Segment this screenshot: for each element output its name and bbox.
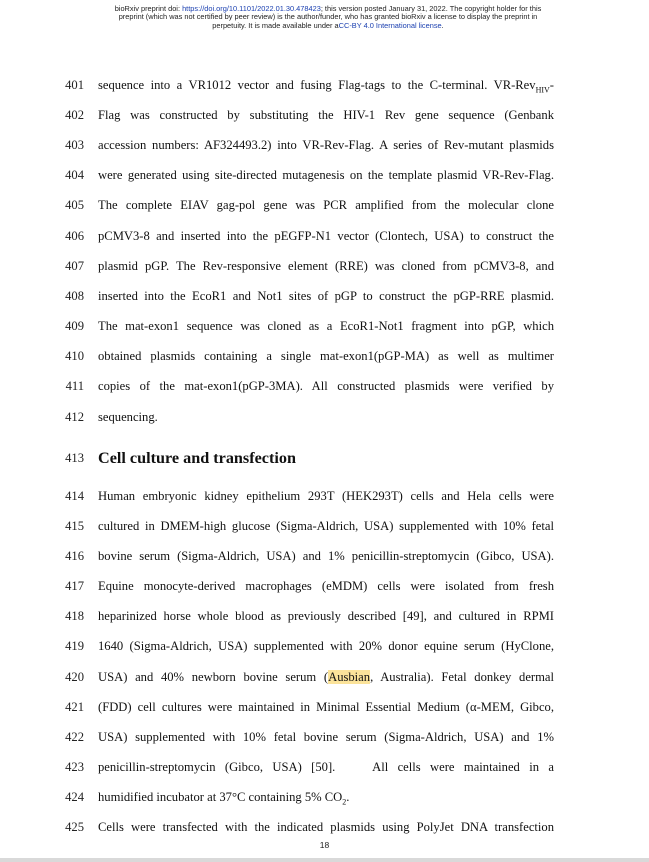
header-line-3: perpetuity. It is made available under aCC-BY 4.0 International license. [212,20,444,30]
text-line [0,667,649,687]
line-text: The complete EIAV gag-pol gene was PCR amplified from the molecular clone [98,198,554,212]
text-line [0,407,649,427]
line-number: 402 [65,108,84,122]
line-number: 421 [65,700,84,714]
line-number: 408 [65,289,84,303]
section-heading-line [0,448,649,468]
line-text: plasmid pGP. The Rev-responsive element (RRE) was cloned from pCMV3-8, and [98,259,554,273]
text-line [0,226,649,246]
line-text: The mat-exon1 sequence was cloned as a EcoR1-Not1 fragment into pGP, which [98,319,554,333]
page-bottom-edge [0,858,649,862]
line-text: Equine monocyte-derived macrophages (eMDM) cells were isolated from fresh [98,579,554,593]
text-line [0,576,649,596]
text-line [0,286,649,306]
line-text: accession numbers: AF324493.2) into VR-Rev-Flag. A series of Rev-mutant plasmids [98,138,554,152]
line-text: 1640 (Sigma-Aldrich, USA) supplemented with 20% donor equine serum (HyClone, [98,639,554,653]
line-number: 423 [65,760,84,774]
text-line [0,195,649,215]
line-number: 412 [65,410,84,424]
preprint-header [58,5,598,30]
text-line [0,165,649,185]
line-number: 418 [65,609,84,623]
text-line [0,316,649,336]
line-number: 409 [65,319,84,333]
line-number: 419 [65,639,84,653]
line-number: 424 [65,790,84,804]
line-text: Human embryonic kidney epithelium 293T (HEK293T) cells and Hela cells were [98,489,554,503]
header-line-2: preprint (which was not certified by peer review) is the author/funder, who has granted bioRxiv a license to display the preprint in [118,12,538,22]
line-number: 416 [65,549,84,563]
text-line [0,606,649,626]
line-text: humidified incubator at 37°C containing 5% $CO_2$. [98,790,350,807]
text-line [0,376,649,396]
line-text: pCMV3-8 and inserted into the pEGFP-N1 vector (Clontech, USA) to construct the [98,229,554,243]
header-line-1: bioRxiv preprint doi: https://doi.org/10.1101/2022.01.30.478423; this version posted January 31, 2022. The copyright holder for this [114,4,542,13]
highlighted-text: Ausbian [328,670,371,684]
line-number: 420 [65,670,84,684]
line-text: copies of the mat-exon1(pGP-3MA). All constructed plasmids were verified by [98,379,554,393]
line-text: inserted into the EcoR1 and Not1 sites of pGP to construct the pGP-RRE plasmid. [98,289,554,303]
text-line [0,636,649,656]
text-line [0,727,649,747]
line-number: 417 [65,579,84,593]
line-number: 401 [65,78,84,92]
line-text: cultured in DMEM-high glucose (Sigma-Aldrich, USA) supplemented with 10% fetal [98,519,554,533]
text-line [0,105,649,125]
line-text: (FDD) cell cultures were maintained in Minimal Essential Medium (α-MEM, Gibco, [98,700,554,714]
line-text: obtained plasmids containing a single mat-exon1(pGP-MA) as well as multimer [98,349,554,363]
text-line [0,817,649,837]
line-number: 411 [65,379,84,393]
line-text: heparinized horse whole blood as previously described [49], and cultured in RPMI [98,609,554,623]
text-line [0,486,649,506]
line-text: bovine serum (Sigma-Aldrich, USA) and 1% penicillin-streptomycin (Gibco, USA). [98,549,554,563]
text-line [0,787,649,807]
line-number: 415 [65,519,84,533]
page-number: 18 [319,840,330,850]
text-line [0,757,649,777]
text-line [0,75,649,95]
line-text: sequencing. [98,410,158,424]
line-number: 406 [65,229,84,243]
line-number: 404 [65,168,84,182]
text-line [0,697,649,717]
line-number: 413 [65,451,84,465]
text-line [0,346,649,366]
line-number: 414 [65,489,84,503]
line-text: Cells were transfected with the indicated plasmids using PolyJet DNA transfection [98,820,554,834]
line-number: 405 [65,198,84,212]
line-text: penicillin-streptomycin (Gibco, USA) [50]. All cells were maintained in a [98,760,554,774]
text-line [0,135,649,155]
line-number: 422 [65,730,84,744]
doi-link[interactable]: https://doi.org/10.1101/2022.01.30.478423 [182,4,321,13]
text-line [0,256,649,276]
line-number: 425 [65,820,84,834]
license-link[interactable]: CC-BY 4.0 International license [338,20,442,30]
line-text: USA) supplemented with 10% fetal bovine serum (Sigma-Aldrich, USA) and 1% [98,730,554,744]
line-number: 407 [65,259,84,273]
section-heading: Cell culture and transfection [98,449,296,467]
line-text: USA) and 40% newborn bovine serum (Ausbian, Australia). Fetal donkey dermal [98,670,555,684]
line-text: Flag was constructed by substituting the HIV-1 Rev gene sequence (Genbank [98,108,554,122]
line-number: 403 [65,138,84,152]
text-line [0,516,649,536]
text-line [0,546,649,566]
line-text: were generated using site-directed mutagenesis on the template plasmid VR-Rev-Flag. [98,168,554,182]
line-number: 410 [65,349,84,363]
line-text: sequence into a VR1012 vector and fusing Flag-tags to the C-terminal. VR-Rev$_{HIV}$- [98,78,554,95]
